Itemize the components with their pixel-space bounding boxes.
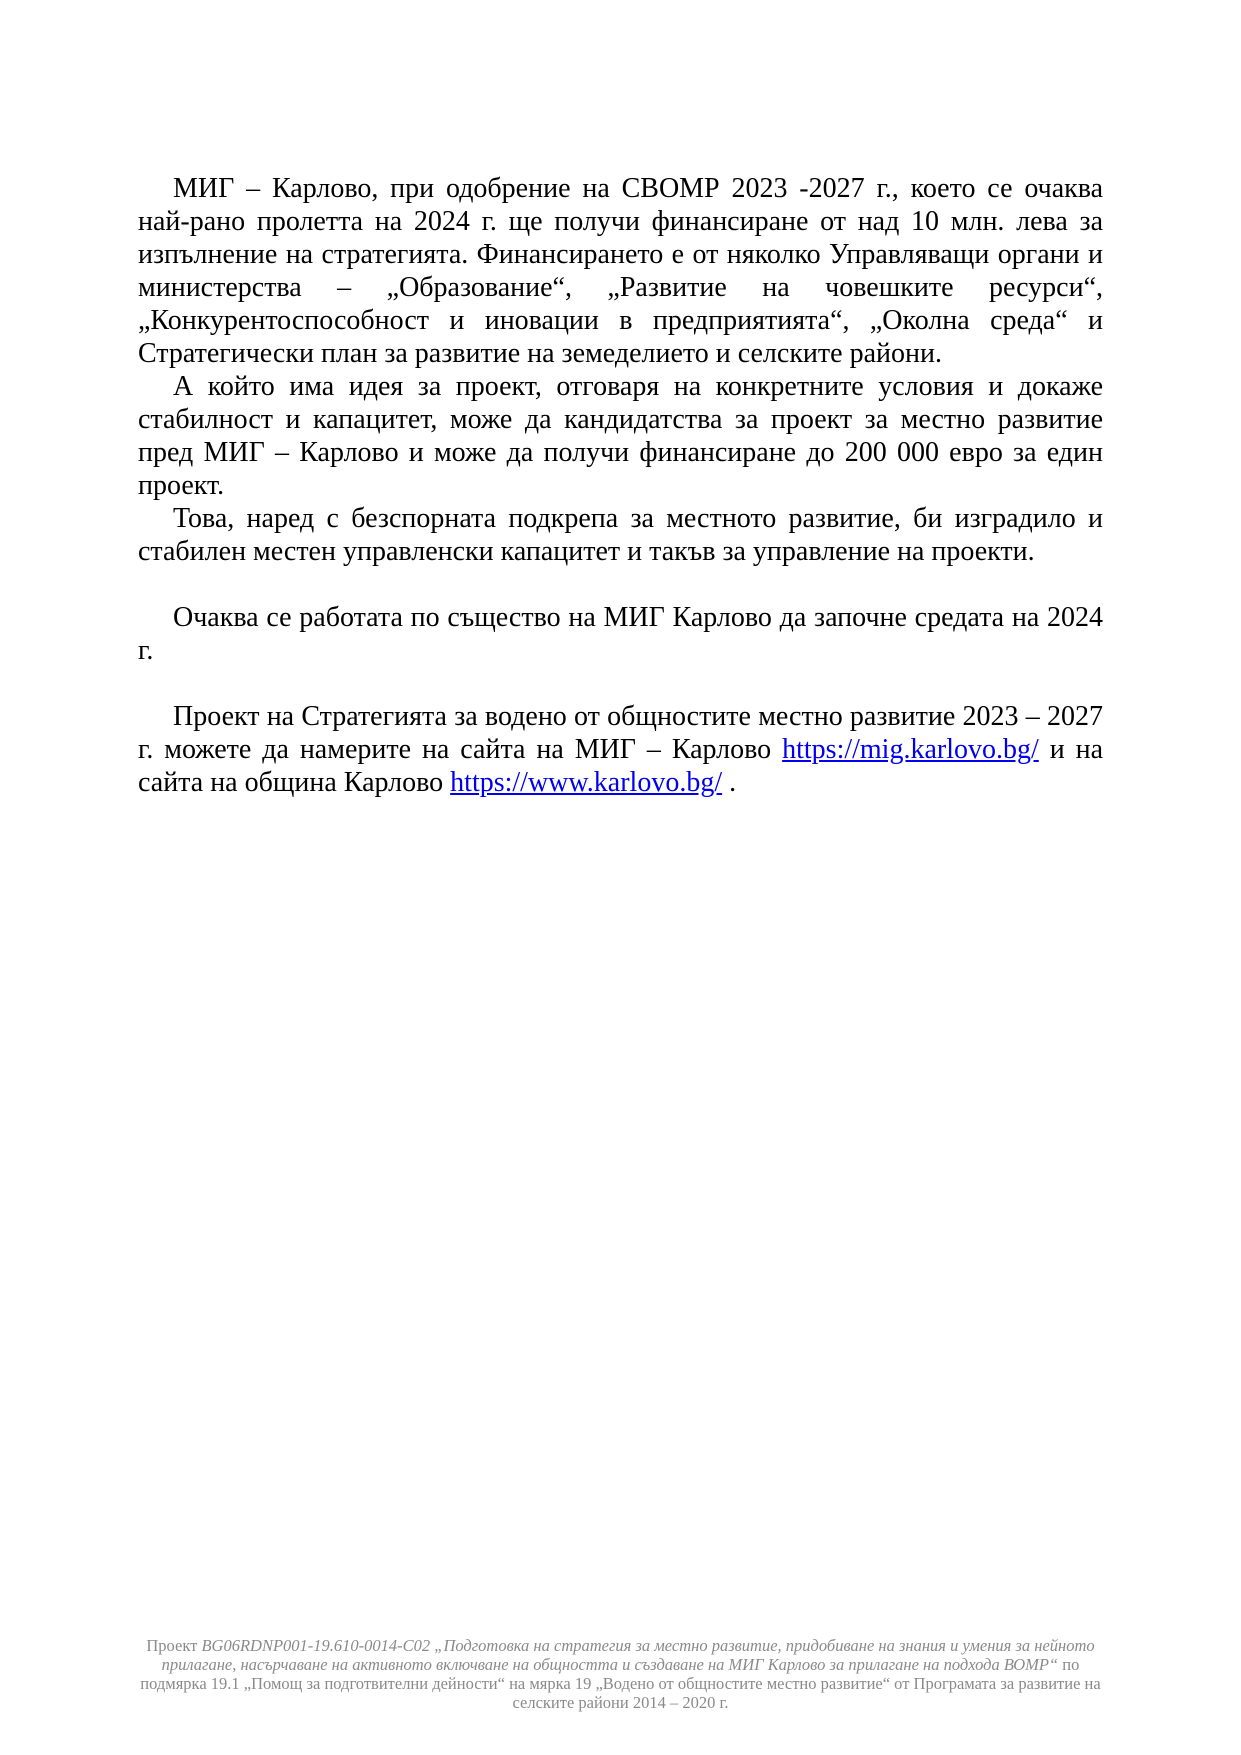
karlovo-municipality-website-link[interactable]: https://www.karlovo.bg/	[450, 767, 723, 798]
strategy-links-text-after: .	[722, 767, 737, 798]
footer-text-suffix: по подмярка 19.1 „Помощ за подготвителни дейности“ на мярка 19 „Водено от общностите местно развитие“ от Програмата за развитие на селските райони 2014 – 2020 г.	[140, 1655, 1101, 1712]
paragraph-project-eligibility: А който има идея за проект, отговаря на конкретните условия и докаже стабилност и капацитет, може да кандидатства за проект за местно развитие пред МИГ – Карлово и може да получи финансиране до 200 000 евро за един проект.	[138, 371, 1103, 501]
page-footer	[0, 1636, 1241, 1712]
strategy-links-text-before: Проект на Стратегията за водено от общностите местно развитие 2023 – 2027 г. можете да намерите на сайта на МИГ – Карлово	[138, 701, 1103, 765]
document-body	[138, 172, 1103, 799]
paragraph-capacity-building: Това, наред с безспорната подкрепа за местното развитие, би изградило и стабилен местен управленски капацитет и такъв за управление на проекти.	[138, 503, 1103, 567]
footer-project-attribution	[128, 1636, 1113, 1712]
footer-project-id-and-title: BG06RDNP001-19.610-0014-C02 „Подготовка на стратегия за местно развитие, придобиване на знания и умения за нейното прилагане, насърчаване на активното включване на общността и създаване на МИГ Карлово за прилагане на подхода ВОМР“	[161, 1636, 1095, 1674]
paragraph-funding-overview: МИГ – Карлово, при одобрение на СВОМР 2023 -2027 г., което се очаква най-рано пролетта на 2024 г. ще получи финансиране от над 10 млн. лева за изпълнение на стратегията. Финансирането е от няколко Управляващи органи и министерства – „Образование“, „Развитие на човешките ресурси“, „Конкурентоспособност и иновации в предприятията“, „Околна среда“ и Стратегически план за развитие на земеделието и селските райони.	[138, 173, 1103, 369]
strategy-links-text-between: и на сайта на община Карлово	[138, 734, 1104, 798]
footer-text-prefix: Проект	[146, 1636, 202, 1655]
paragraph-strategy-links	[138, 700, 1103, 799]
mig-karlovo-website-link[interactable]: https://mig.karlovo.bg/	[782, 734, 1039, 765]
paragraph-expected-start: Очаква се работата по същество на МИГ Карлово да започне средата на 2024 г.	[138, 602, 1103, 666]
